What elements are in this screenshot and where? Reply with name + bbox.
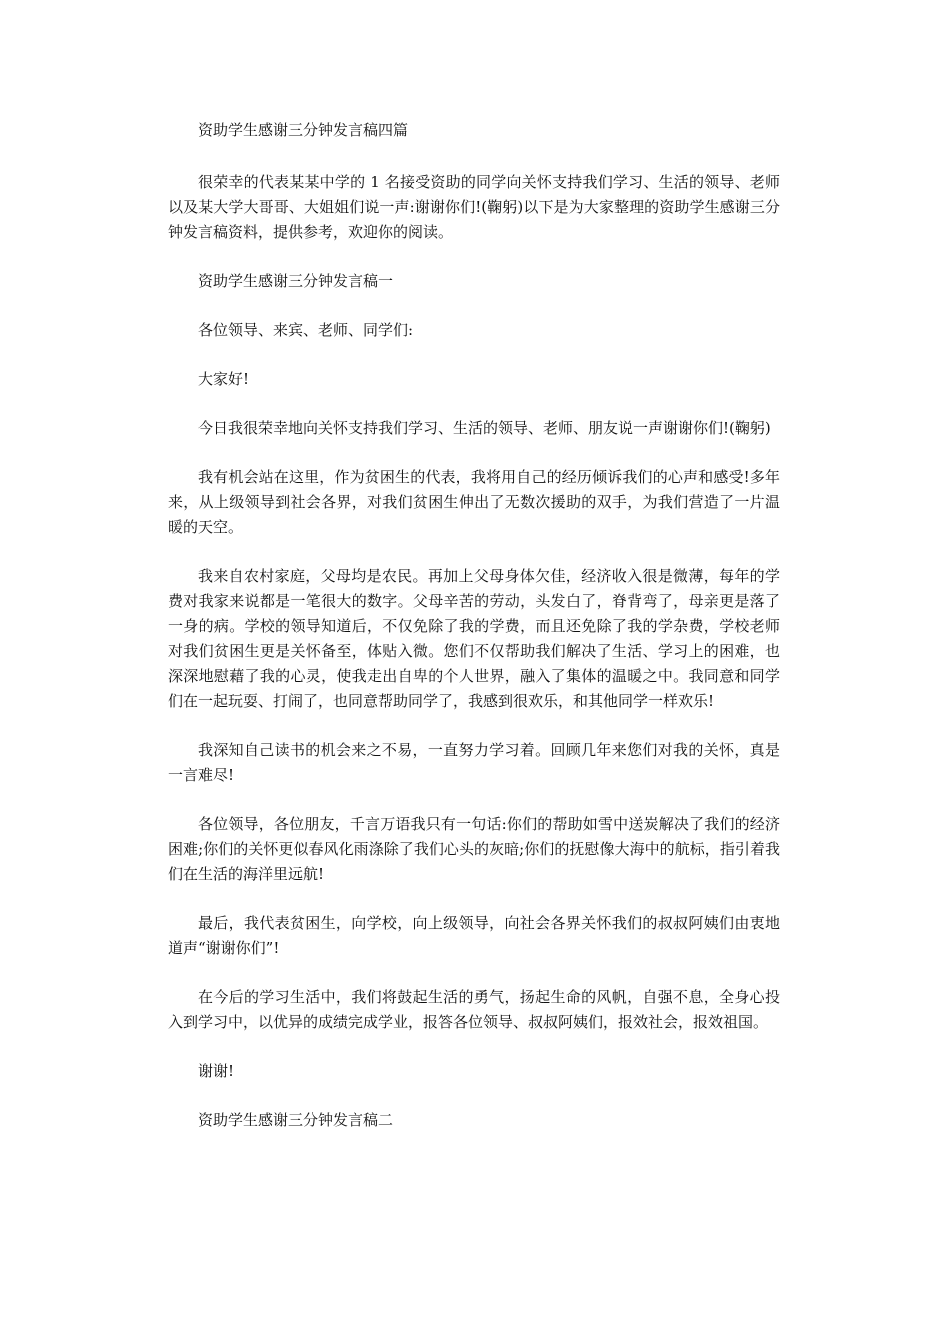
greeting-salutation: 各位领导、来宾、老师、同学们: [198, 321, 414, 339]
section-heading-two: 资助学生感谢三分钟发言稿二 [198, 1111, 394, 1129]
intro-paragraph: 很荣幸的代表某某中学的 1 名接受资助的同学向关怀支持我们学习、生活的领导、老师以及某大学大哥哥、大姐姐们说一声:谢谢你们!(鞠躬)以下是为大家整理的资助学生感谢三分钟发言稿资料，提供参考，欢迎你的阅读。 [168, 173, 780, 241]
body-paragraph: 我来自农村家庭，父母均是农民。再加上父母身体欠佳，经济收入很是微薄，每年的学费对我家来说都是一笔很大的数字。父母辛苦的劳动，头发白了，脊背弯了，母亲更是落了一身的病。学校的领导知道后，不仅免除了我的学费，而且还免除了我的学杂费，学校老师对我们贫困生更是关怀备至，体贴入微。您们不仅帮助我们解决了生活、学习上的困难，也深深地慰藉了我的心灵，使我走出自卑的个人世界，融入了集体的温暖之中。我同意和同学们在一起玩耍、打闹了，也同意帮助同学了，我感到很欢乐，和其他同学一样欢乐! [168, 567, 780, 710]
body-paragraph: 最后，我代表贫困生，向学校，向上级领导，向社会各界关怀我们的叔叔阿姨们由衷地道声“谢谢你们”! [168, 914, 780, 957]
greeting-hello: 大家好! [198, 370, 250, 388]
document-page [168, 118, 780, 1133]
section-heading-one: 资助学生感谢三分钟发言稿一 [198, 272, 394, 290]
body-paragraph: 我深知自己读书的机会来之不易，一直努力学习着。回顾几年来您们对我的关怀，真是一言难尽! [168, 741, 780, 784]
document-title: 资助学生感谢三分钟发言稿四篇 [198, 121, 409, 139]
body-paragraph: 今日我很荣幸地向关怀支持我们学习、生活的领导、老师、朋友说一声谢谢你们!(鞠躬) [198, 419, 771, 437]
body-paragraph: 各位领导，各位朋友，千言万语我只有一句话:你们的帮助如雪中送炭解决了我们的经济困难;你们的关怀更似春风化雨涤除了我们心头的灰暗;你们的抚慰像大海中的航标，指引着我们在生活的海洋里远航! [168, 815, 780, 883]
closing-thanks: 谢谢! [198, 1062, 235, 1080]
body-paragraph: 在今后的学习生活中，我们将鼓起生活的勇气，扬起生命的风帆，自强不息，全身心投入到学习中，以优异的成绩完成学业，报答各位领导、叔叔阿姨们，报效社会，报效祖国。 [168, 988, 780, 1031]
body-paragraph: 我有机会站在这里，作为贫困生的代表，我将用自己的经历倾诉我们的心声和感受!多年来，从上级领导到社会各界，对我们贫困生伸出了无数次援助的双手，为我们营造了一片温暖的天空。 [168, 468, 780, 536]
